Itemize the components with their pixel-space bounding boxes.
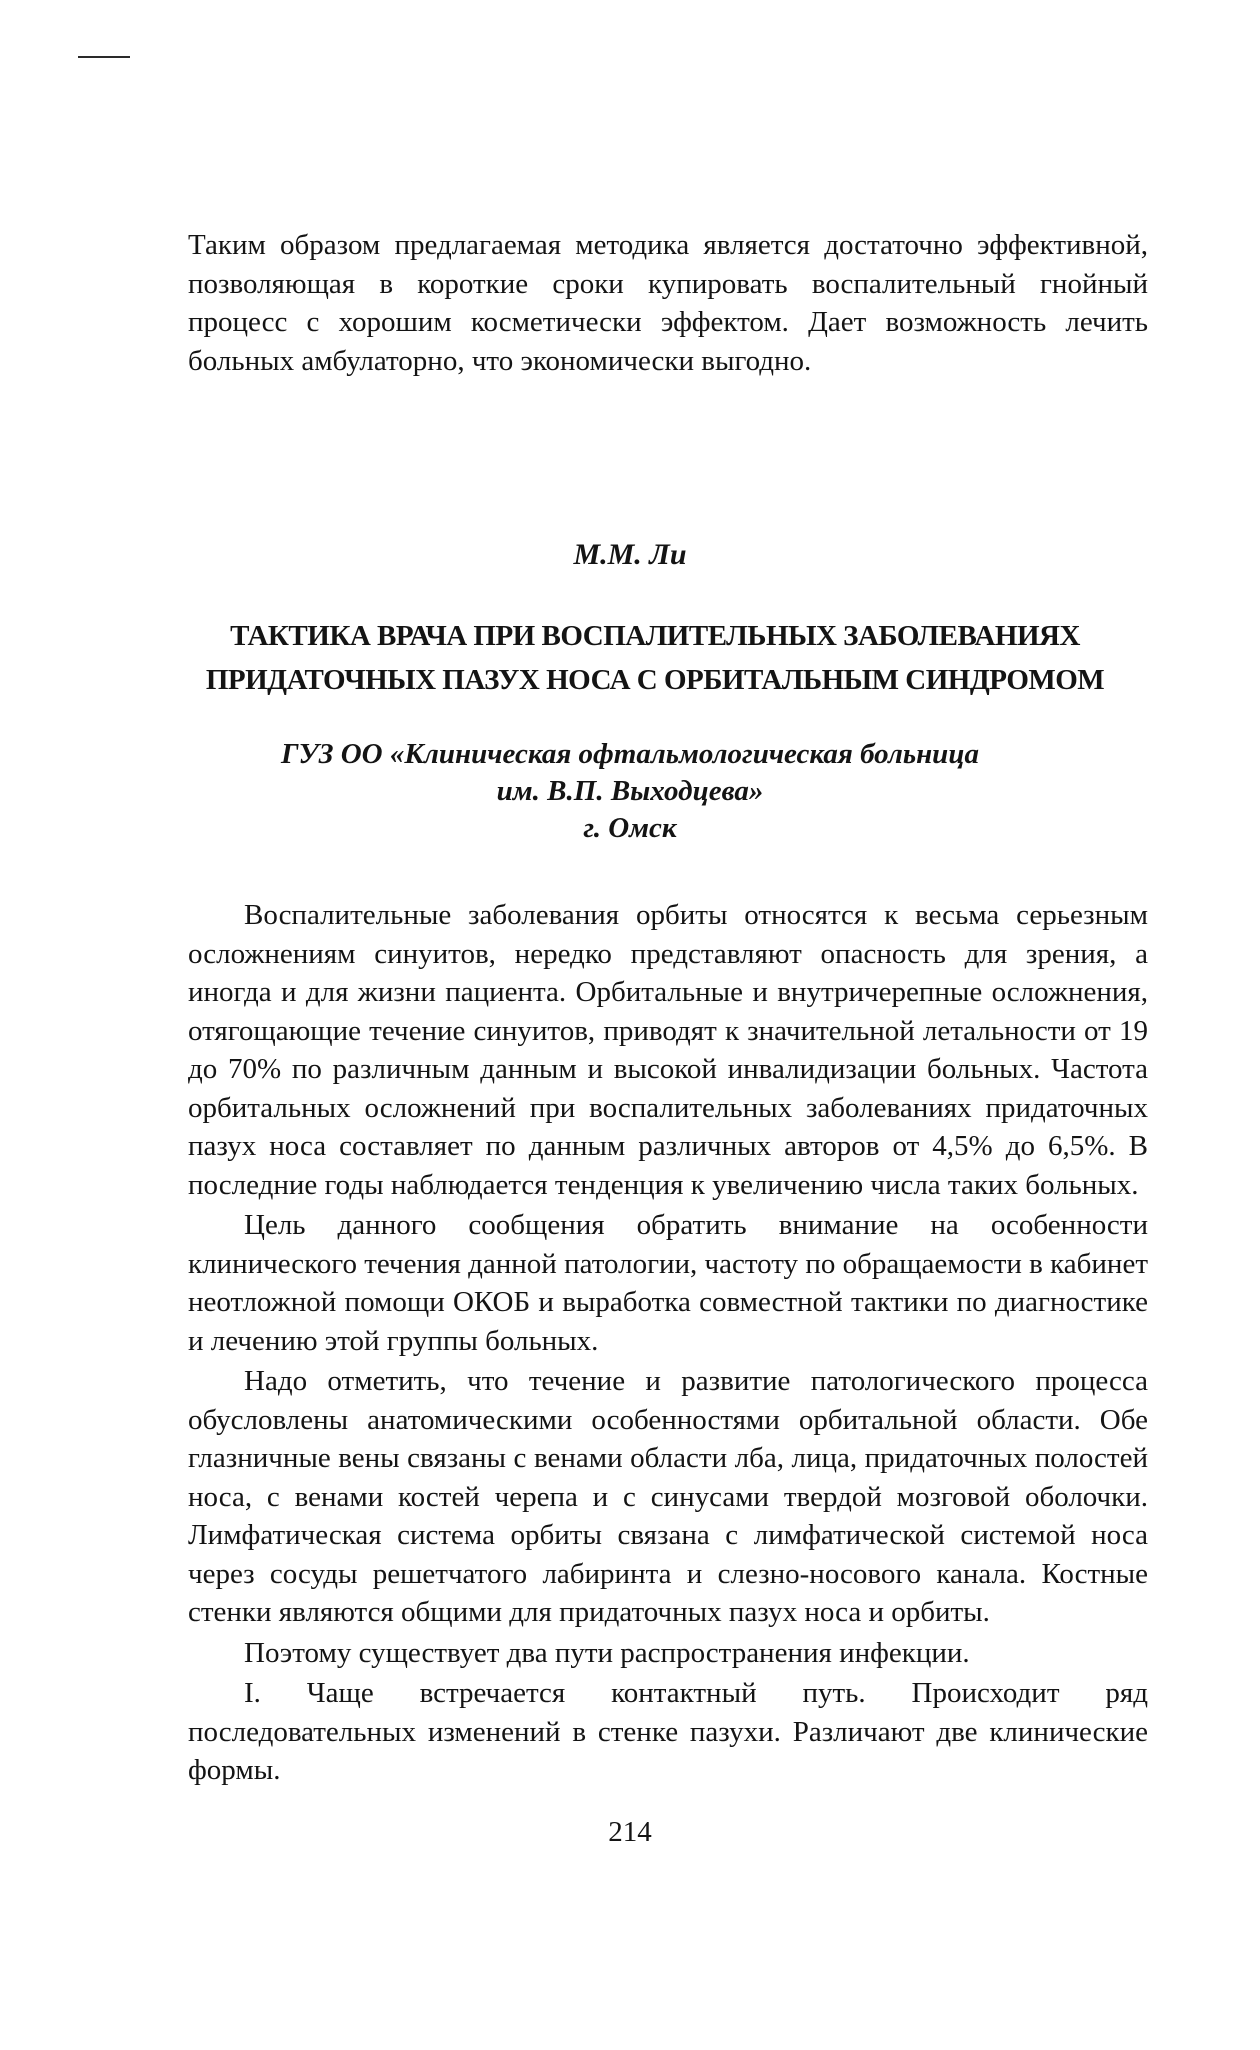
article-title-line: ТАКТИКА ВРАЧА ПРИ ВОСПАЛИТЕЛЬНЫХ ЗАБОЛЕВАНИЯХ [230, 620, 1080, 652]
affiliation-named-after: им. В.П. Выходцева» [496, 775, 764, 807]
body-paragraph: Воспалительные заболевания орбиты относятся к весьма серьезным осложнениям синуитов, нередко представляют опасность для зрения, а иногда и для жизни пациента. Орбитальные и внутричерепные осложнения, отягощающие течение синуитов, приводят к значительной летальности от 19 до 70% по различным данным и высокой инвалидизации больных. Частота орбитальных осложнений при воспалительных заболеваниях придаточных пазух носа составляет по данным различных авторов от 4,5% до 6,5%. В последние годы наблюдается тенденция к увеличению числа таких больных. [188, 899, 1148, 1201]
affiliation-institution: ГУЗ ОО «Клиническая офтальмологическая больница [281, 738, 979, 770]
body-paragraph: I. Чаще встречается контактный путь. Происходит ряд последовательных изменений в стенке пазухи. Различают две клинические формы. [188, 1677, 1148, 1786]
body-paragraph: Надо отметить, что течение и развитие патологического процесса обусловлены анатомическими особенностями орбитальной области. Обе глазничные вены связаны с венами области лба, лица, придаточных полостей носа, с венами костей черепа и с синусами твердой мозговой оболочки. Лимфатическая система орбиты связана с лимфатической системой носа через сосуды решетчатого лабиринта и слезно-носового канала. Костные стенки являются общими для придаточных пазух носа и орбиты. [188, 1365, 1148, 1628]
article-title-line: ПРИДАТОЧНЫХ ПАЗУХ НОСА С ОРБИТАЛЬНЫМ СИНДРОМОМ [205, 664, 1105, 696]
intro-paragraph: Таким образом предлагаемая методика является достаточно эффективной, позволяющая в короткие сроки купировать воспалительный гнойный процесс с хорошим косметически эффектом. Дает возможность лечить больных амбулаторно, что экономически выгодно. [188, 229, 1148, 377]
body-paragraph: Поэтому существует два пути распространения инфекции. [244, 1636, 970, 1669]
body-paragraph: Цель данного сообщения обратить внимание на особенности клинического течения данной патологии, частоту по обращаемости в кабинет неотложной помощи ОКОБ и выработка совместной тактики по диагностике и лечению этой группы больных. [188, 1209, 1148, 1357]
affiliation-city: г. Омск [583, 812, 677, 844]
top-rule [78, 56, 130, 58]
page-number: 214 [608, 1816, 652, 1848]
intro-paragraph-block [188, 226, 1148, 380]
article-author: М.М. Ли [573, 538, 687, 571]
article-affiliation [0, 736, 1260, 847]
article-body [188, 894, 1148, 1790]
article-title [160, 614, 1150, 702]
